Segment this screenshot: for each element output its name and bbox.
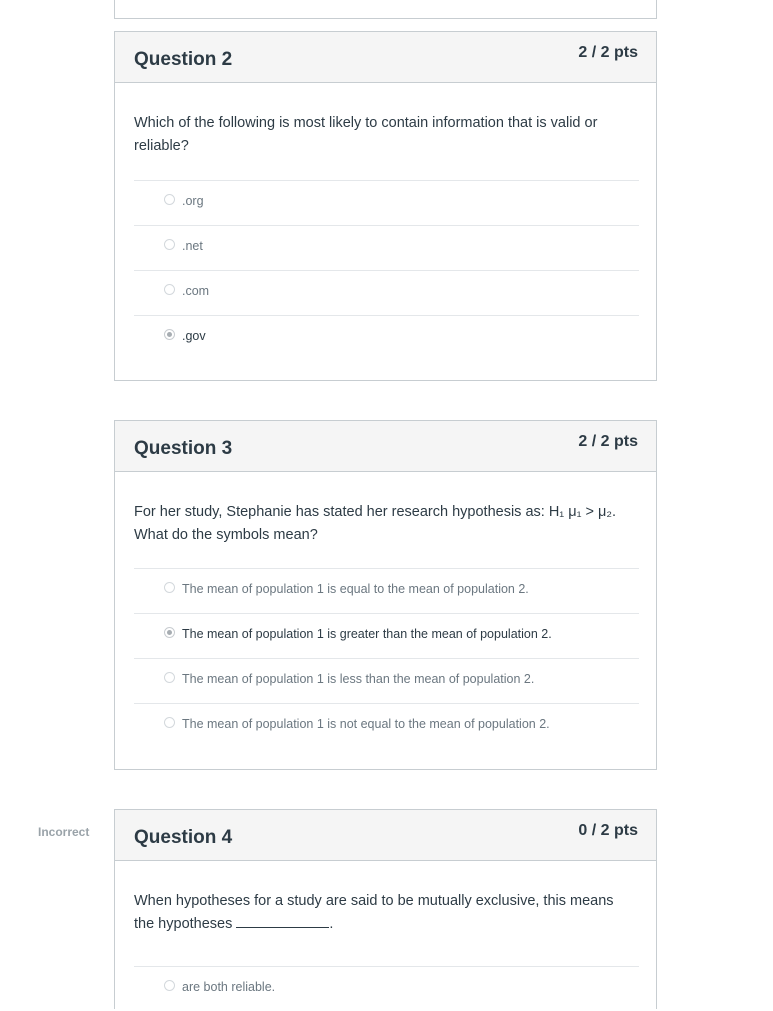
answer-label: .org bbox=[182, 194, 204, 208]
answer-option[interactable] bbox=[134, 966, 639, 1011]
answer-list bbox=[134, 966, 639, 1011]
question-title: Question 4 bbox=[134, 827, 233, 848]
answer-option[interactable] bbox=[134, 658, 639, 703]
question-header bbox=[115, 810, 656, 861]
fill-in-blank bbox=[236, 915, 329, 928]
question-text bbox=[134, 501, 639, 547]
radio-button-selected[interactable] bbox=[164, 627, 175, 638]
answer-label: are both reliable. bbox=[182, 980, 276, 994]
question-text bbox=[134, 890, 639, 936]
question-text-line: What do the symbols mean? bbox=[134, 527, 318, 543]
radio-button-selected[interactable] bbox=[164, 329, 175, 340]
question-points: 0 / 2 pts bbox=[578, 822, 638, 839]
answer-label: The mean of population 1 is less than the mean of population 2. bbox=[182, 672, 535, 686]
previous-question-card bbox=[114, 0, 657, 19]
question-text-prefix: the hypotheses bbox=[134, 916, 233, 932]
question-text: Which of the following is most likely to contain information that is valid or reliable? bbox=[134, 115, 598, 154]
answer-label: .gov bbox=[182, 329, 206, 343]
question-text-line: For her study, Stephanie has stated her research hypothesis as: H₁ μ₁ > μ₂. bbox=[134, 504, 616, 520]
radio-button[interactable] bbox=[164, 672, 175, 683]
question-3-card bbox=[114, 420, 657, 770]
answer-option[interactable] bbox=[134, 270, 639, 315]
radio-button[interactable] bbox=[164, 194, 175, 205]
question-points: 2 / 2 pts bbox=[578, 433, 638, 450]
question-text-line: When hypotheses for a study are said to be mutually exclusive, this means bbox=[134, 893, 614, 909]
answer-option[interactable] bbox=[134, 225, 639, 270]
question-header bbox=[115, 421, 656, 472]
answer-option[interactable] bbox=[134, 568, 639, 613]
answer-list bbox=[134, 180, 639, 360]
question-title: Question 3 bbox=[134, 438, 233, 459]
radio-button[interactable] bbox=[164, 239, 175, 250]
radio-button[interactable] bbox=[164, 284, 175, 295]
answer-option-selected[interactable] bbox=[134, 315, 639, 360]
answer-list bbox=[134, 568, 639, 748]
answer-label: .com bbox=[182, 284, 210, 298]
incorrect-badge: Incorrect bbox=[38, 825, 90, 839]
question-text-line bbox=[134, 913, 639, 936]
answer-option[interactable] bbox=[134, 180, 639, 225]
question-header bbox=[115, 32, 656, 83]
radio-button[interactable] bbox=[164, 582, 175, 593]
answer-option-selected[interactable] bbox=[134, 613, 639, 658]
answer-label: .net bbox=[182, 239, 203, 253]
question-points: 2 / 2 pts bbox=[578, 44, 638, 61]
radio-button[interactable] bbox=[164, 717, 175, 728]
question-2-card bbox=[114, 31, 657, 381]
answer-label: The mean of population 1 is equal to the mean of population 2. bbox=[182, 582, 529, 596]
answer-option[interactable] bbox=[134, 703, 639, 748]
answer-label: The mean of population 1 is greater than the mean of population 2. bbox=[182, 627, 552, 641]
radio-button[interactable] bbox=[164, 980, 175, 991]
answer-label: The mean of population 1 is not equal to the mean of population 2. bbox=[182, 717, 550, 731]
question-text-suffix: . bbox=[329, 916, 334, 932]
question-4-card bbox=[114, 809, 657, 1009]
question-title: Question 2 bbox=[134, 49, 233, 70]
